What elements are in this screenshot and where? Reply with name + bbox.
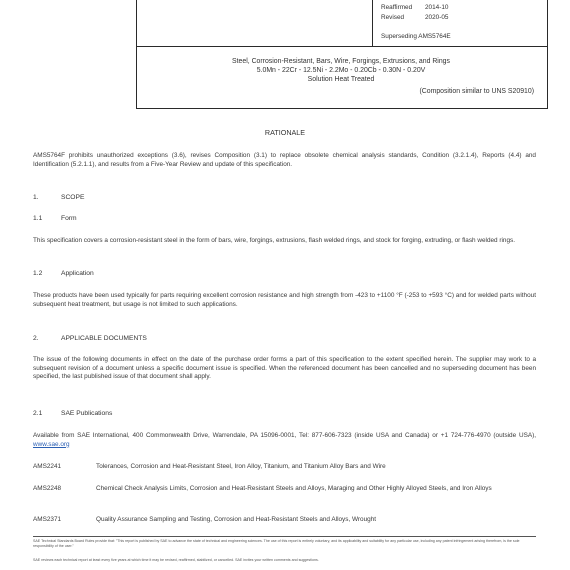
reference-description: Tolerances, Corrosion and Heat-Resistant Steel, Iron Alloy, Titanium, and Titanium Alloy Bars and Wire [96, 463, 386, 470]
reference-description: Chemical Check Analysis Limits, Corrosion and Heat-Resistant Steels and Alloys, Maraging and Other Highly Alloyed Steels, and Iron Alloys [96, 485, 492, 492]
section-applicable-documents [33, 335, 147, 342]
sae-text-body: Available from SAE International, 400 Commonwealth Drive, Warrendale, PA 15096-0001, Tel: 877-606-7323 (inside USA and Canada) or +1 724-776-4970 (outside USA), [33, 432, 536, 439]
section-form [33, 215, 77, 222]
title-line-1: Steel, Corrosion-Resistant, Bars, Wire, Forgings, Extrusions, and Rings [232, 58, 450, 65]
footer-review-note: SAE reviews each technical report at least every five years at which time it may be revised, reaffirmed, stabilized, or cancelled. SAE invites your written comments and suggestions. [33, 558, 319, 562]
section-application [33, 270, 94, 277]
title-line-3: Solution Heat Treated [307, 76, 375, 83]
section-sae-publications [33, 410, 112, 417]
header-value: 2020-05 [425, 14, 449, 21]
reference-description: Quality Assurance Sampling and Testing, Corrosion and Heat-Resistant Steels and Alloys, Wrought [96, 516, 377, 523]
applicable-text: The issue of the following documents in effect on the date of the purchase order forms a part of this specification to the extent specified herein. The supplier may work to a subsequent revision of a document unless a specific document issue is specified. When the referenced document has been cancelled and no superseding document has been specified, the last published issue of that document shall apply. [33, 356, 536, 381]
header-label: Revised [381, 14, 405, 21]
section-number: 1.1 [33, 215, 43, 222]
title-line-4: (Composition similar to UNS S20910) [419, 88, 534, 95]
header-superseding: Superseding AMS5764E [381, 33, 451, 40]
section-title: Application [61, 270, 94, 277]
section-number: 1. [33, 194, 39, 201]
header-row-reaffirmed [381, 4, 448, 11]
footer-rule [33, 536, 536, 537]
rationale-heading: RATIONALE [264, 128, 306, 137]
section-number: 2. [33, 335, 39, 342]
title-line-2: 5.0Mn - 22Cr - 12.5Ni - 2.2Mo - 0.20Cb - 0.30N - 0.20V [256, 67, 426, 74]
rationale-text: AMS5764F prohibits unauthorized exceptions (3.6), revises Composition (3.1) to replace obsolete chemical analysis standards, Condition (3.2.1.4), Reports (4.4) and Identification (5.2.1.1), and results from a Five-Year Review and update of this specification. [33, 152, 536, 168]
section-number: 1.2 [33, 270, 43, 277]
section-title: APPLICABLE DOCUMENTS [61, 335, 147, 342]
footer-disclaimer: SAE Technical Standards Board Rules provide that: "This report is published by SAE to advance the state of technical and engineering sciences. The use of this report is entirely voluntary, and its applicability and suitability for any particular use, including any patent infringement arising therefrom, is the sole responsibility of the user." [33, 539, 520, 548]
reference-code: AMS2248 [33, 485, 62, 492]
section-title: SAE Publications [61, 410, 113, 417]
section-scope [33, 194, 84, 201]
form-text: This specification covers a corrosion-resistant steel in the form of bars, wire, forgings, extrusions, flash welded rings, and stock for forging, extruding, or flash welded rings. [33, 237, 516, 244]
application-text: These products have been used typically for parts requiring excellent corrosion resistance and high strength from -423 to +1100 °F (-253 to +593 °C) and for welded parts without subsequent heat treatment, but usage is not limited to such applications. [33, 292, 536, 308]
header-divider [372, 0, 373, 46]
header-value: 2014-10 [425, 4, 449, 11]
header-row-revised [381, 14, 448, 21]
header-box [136, 0, 548, 47]
reference-code: AMS2371 [33, 516, 62, 523]
header-label: Reaffirmed [381, 4, 413, 11]
sae-website-link[interactable]: www.sae.org [33, 440, 70, 448]
section-title: SCOPE [61, 194, 85, 201]
section-title: Form [61, 215, 77, 222]
section-number: 2.1 [33, 410, 43, 417]
sae-text [33, 432, 536, 449]
reference-code: AMS2241 [33, 463, 62, 470]
